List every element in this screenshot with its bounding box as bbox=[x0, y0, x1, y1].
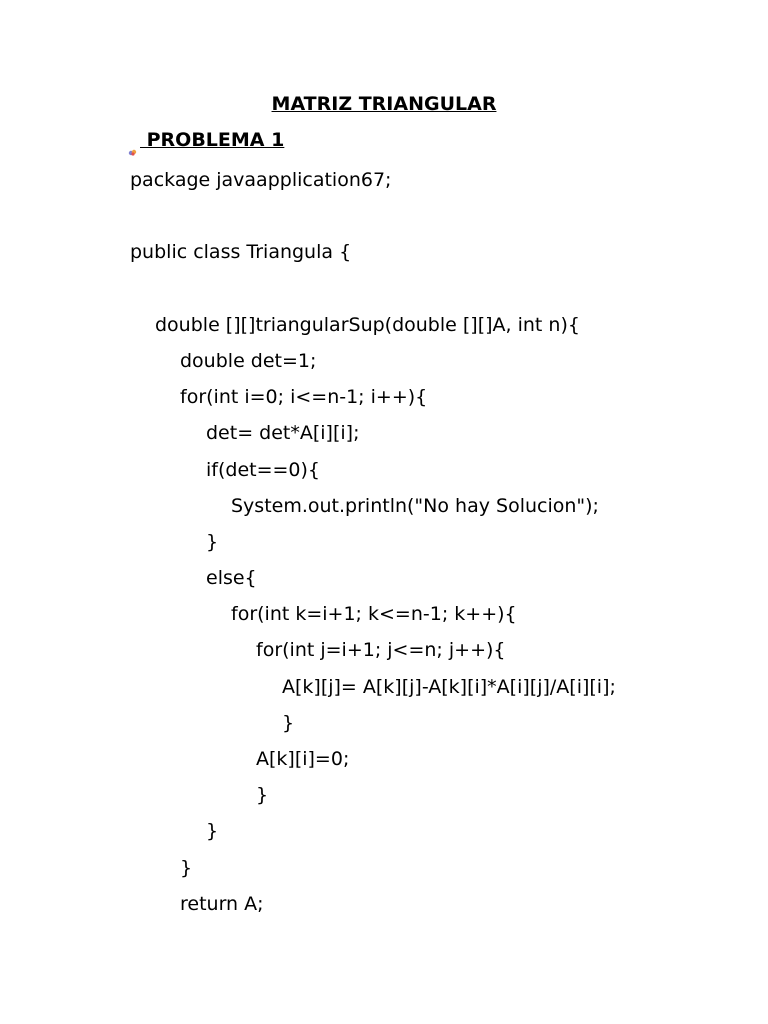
code-line: double det=1; bbox=[180, 349, 317, 372]
code-line: } bbox=[206, 820, 219, 843]
code-line: } bbox=[256, 784, 269, 807]
problem-heading-text: PROBLEMA 1 bbox=[140, 129, 285, 151]
colored-dot-bullet-icon bbox=[128, 138, 138, 148]
code-line: } bbox=[282, 711, 295, 734]
code-line: double [][]triangularSup(double [][]A, int n){ bbox=[155, 313, 580, 336]
code-line: return A; bbox=[180, 892, 264, 915]
code-line: public class Triangula { bbox=[130, 241, 352, 264]
code-line: for(int k=i+1; k<=n-1; k++){ bbox=[231, 603, 517, 626]
code-line bbox=[130, 271, 616, 307]
code-line bbox=[130, 198, 616, 234]
code-line: for(int j=i+1; j<=n; j++){ bbox=[256, 639, 506, 662]
code-line: } bbox=[180, 856, 193, 879]
problem-heading bbox=[128, 127, 284, 153]
document-title: MATRIZ TRIANGULAR bbox=[271, 93, 497, 115]
code-line: for(int i=0; i<=n-1; i++){ bbox=[180, 386, 428, 409]
code-line: A[k][i]=0; bbox=[256, 748, 350, 770]
code-line: if(det==0){ bbox=[206, 458, 321, 481]
code-line: det= det*A[i][i]; bbox=[206, 422, 360, 445]
code-line: else{ bbox=[206, 567, 257, 590]
code-line: } bbox=[206, 530, 219, 553]
code-block bbox=[130, 162, 616, 922]
code-line: System.out.println("No hay Solucion"); bbox=[231, 494, 599, 517]
code-line: A[k][j]= A[k][j]-A[k][i]*A[i][j]/A[i][i]; bbox=[282, 675, 616, 698]
code-line: package javaapplication67; bbox=[130, 169, 392, 191]
